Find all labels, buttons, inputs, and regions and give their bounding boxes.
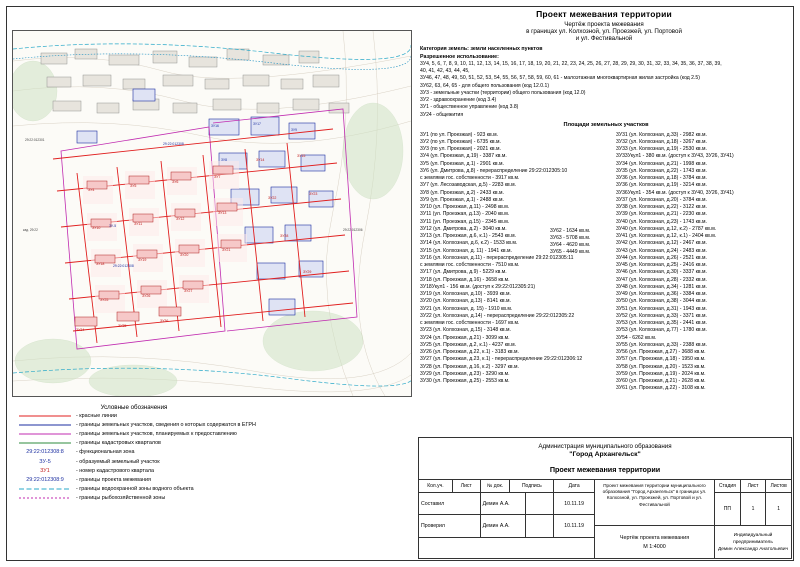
signature-row bbox=[419, 493, 594, 515]
permitted-use-line: 3У62, 63, 64, 65 - для общего пользования (код 12.0.1) bbox=[420, 82, 550, 89]
area-line: 3У44 (ул. Колхозная, д.26) - 2521 кв.м. bbox=[616, 254, 707, 261]
notes-block bbox=[420, 46, 792, 392]
areas-columns bbox=[420, 131, 792, 392]
area-line: 3У36 (ул. Колхозная, д.19) - 3214 кв.м. bbox=[616, 182, 707, 189]
area-line: 3У29 (ул. Проезжая, д.23) - 3290 кв.м. bbox=[420, 370, 510, 377]
area-line: 3У42 (ул. Колхозная, д.12) - 2467 кв.м. bbox=[616, 240, 707, 247]
sheet-subtitle-2: в границах ул. Колхозной, ул. Проезжей, ул. Портовой bbox=[526, 28, 682, 35]
svg-text:ЗУ4: ЗУ4 bbox=[88, 188, 95, 192]
area-line: 3У9 (ул. Проезжая, д.1) - 2488 кв.м. bbox=[420, 196, 504, 203]
svg-text:ЗУ29: ЗУ29 bbox=[303, 270, 312, 274]
stage-value: ПП bbox=[715, 493, 741, 525]
organization-line: Администрация муниципального образования bbox=[538, 443, 672, 450]
svg-text:29:22:012301: 29:22:012301 bbox=[25, 138, 45, 142]
svg-text:ЗУ11: ЗУ11 bbox=[134, 222, 143, 226]
legend-key-planned-line bbox=[14, 431, 76, 437]
area-line: 3У11 (ул. Проезжая, д.13) - 2040 кв.м. bbox=[420, 211, 510, 218]
sheet-title-row bbox=[595, 526, 791, 559]
area-line: 3У36Укул1 - 354 кв.м. (доступ к 3У40, 3У26, 3У41) bbox=[616, 189, 734, 196]
stage-cells bbox=[715, 480, 791, 525]
area-line: 3У47 (ул. Колхозная, д.28) - 2332 кв.м. bbox=[616, 276, 707, 283]
legend-item bbox=[14, 448, 414, 457]
svg-text:ЗУ22: ЗУ22 bbox=[268, 196, 277, 200]
title-block-right bbox=[595, 480, 791, 558]
legend-label: - номер кадастрового квартала bbox=[76, 467, 154, 474]
sheet-title: Проект межевания территории bbox=[536, 9, 672, 19]
document-title: Проект межевания территории bbox=[549, 465, 661, 474]
legend-item bbox=[14, 494, 414, 503]
area-line: 3У16 (ул. Колхозная, д.11) - перераспределение 29:22:012305:11 bbox=[420, 254, 574, 261]
area-line: 3У14 (ул. Колхозная, д.6, к.2) - 1533 кв.м. bbox=[420, 240, 518, 247]
area-line: 3У46 (ул. Колхозная, д.30) - 3337 кв.м. bbox=[616, 269, 707, 276]
sheets-value: 1 bbox=[777, 506, 781, 512]
area-line: 3У31 (ул. Колхозная, д.33) - 2982 кв.м. bbox=[616, 131, 707, 138]
area-line: 3У65 - 4449 кв.м. bbox=[550, 249, 591, 256]
permitted-use-list bbox=[420, 61, 792, 119]
organization-name: "Город Архангельск" bbox=[569, 451, 641, 458]
sheet-name: Чертёж проекта межевания bbox=[619, 535, 690, 542]
area-line: 3У53 (ул. Колхозная, д.35) - 2441 кв.м. bbox=[616, 320, 707, 327]
area-line: 3У64 - 4620 кв.м. bbox=[550, 242, 591, 249]
sheet-header bbox=[420, 9, 788, 42]
col-head-kol: Кол.уч. bbox=[419, 480, 453, 493]
svg-text:ЗУ26: ЗУ26 bbox=[142, 294, 151, 298]
svg-text:ЗУ9: ЗУ9 bbox=[291, 128, 298, 132]
area-line: 3У12 (ул. Дмитрова, д.2) - 3040 кв.м. bbox=[420, 225, 507, 232]
sheet-scale: М 1:4000 bbox=[643, 543, 666, 550]
stage-value-row bbox=[715, 493, 791, 525]
area-line: 3У10 (ул. Проезжая, д.11) - 2498 кв.м. bbox=[420, 204, 510, 211]
area-line: 3У58 (ул. Проезжая, д.20) - 1523 кв.м. bbox=[616, 363, 706, 370]
area-line: 3У39 (ул. Колхозная, д.21) - 2230 кв.м. bbox=[616, 211, 707, 218]
svg-text:ЗУ5: ЗУ5 bbox=[130, 184, 137, 188]
legend-item bbox=[14, 475, 414, 484]
legend-label: - границы кадастровых кварталов bbox=[76, 440, 161, 447]
permitted-use-line: 3У46, 47, 48, 49, 50, 51, 52, 53, 54, 55, 56, 57, 58, 59, 60, 61 - малоэтажная многоквартирная жилая застройка (код 2.5) bbox=[420, 75, 700, 82]
area-line: 3У62 - 1634 кв.м. bbox=[550, 227, 591, 234]
legend-item bbox=[14, 420, 414, 429]
legend-label: - границы земельных участков, планируемых к предоставлению bbox=[76, 430, 237, 437]
svg-text:ЗУ28: ЗУ28 bbox=[280, 234, 289, 238]
date-cell: 10.11.19 bbox=[554, 515, 594, 537]
area-line: с землями гос. собственности - 7510 кв.м. bbox=[420, 262, 520, 269]
title-block-body bbox=[419, 480, 791, 558]
svg-text:ЗУ19: ЗУ19 bbox=[138, 258, 147, 262]
area-line: 3У59 (ул. Проезжая, д.19) - 2024 кв.м. bbox=[616, 370, 706, 377]
area-line: 3У26 (ул. Проезжая, д.22, к.1) - 3183 кв.м. bbox=[420, 349, 519, 356]
permitted-use-line: 3У2 - здравоохранение (код 3.4) bbox=[420, 97, 497, 104]
author-cell bbox=[715, 526, 791, 559]
col-head-doc: № док. bbox=[481, 480, 511, 493]
col-head-list: Лист bbox=[453, 480, 481, 493]
area-line: 3У13 (ул. Проезжая, д.6, к.1) - 2543 кв.м. bbox=[420, 233, 517, 240]
area-line: 3У32 (ул. Колхозная, д.18) - 3267 кв.м. bbox=[616, 138, 707, 145]
area-line: 3У51 (ул. Колхозная, д.31) - 1943 кв.м. bbox=[616, 305, 707, 312]
role-cell: Проверил bbox=[419, 515, 481, 537]
svg-text:ЗУ21: ЗУ21 bbox=[222, 248, 231, 252]
legend-label: - границы водоохранной зоны водного объекта bbox=[76, 486, 194, 493]
area-line: 3У36 (ул. Колхозная, д.18) - 3784 кв.м. bbox=[616, 175, 707, 182]
legend-key-fish-zone bbox=[14, 495, 76, 501]
area-line: 3У45 (ул. Колхозная, д.25) - 2416 кв.м. bbox=[616, 262, 707, 269]
area-line: 3У17 (ул. Дмитрова, д.9) - 5229 кв.м. bbox=[420, 269, 507, 276]
svg-text:29:22:012308: 29:22:012308 bbox=[163, 142, 184, 146]
legend-title: Условные обозначения bbox=[100, 404, 168, 411]
area-line: 3У8 (ул. Проезжая, д.2) - 2433 кв.м. bbox=[420, 189, 504, 196]
area-line: 3У61 (ул. Проезжая, д.22) - 3108 кв.м. bbox=[616, 385, 706, 392]
area-line: 3У22 (ул. Колхозная, д.14) - перераспределение 29:22:012305:22 bbox=[420, 312, 575, 319]
signature-row bbox=[419, 515, 594, 537]
svg-text:ЗУ25: ЗУ25 bbox=[100, 298, 109, 302]
area-line: 3У24 (ул. Проезжая, д.21) - 3099 кв.м. bbox=[420, 334, 510, 341]
title-block bbox=[418, 437, 792, 559]
area-line: 3У33 (ул. Колхозная, д.19) - 2530 кв.м. bbox=[616, 146, 707, 153]
svg-text:ЗУ27: ЗУ27 bbox=[184, 289, 193, 293]
legend-label: - границы проекта межевания bbox=[76, 476, 151, 483]
svg-text:ЗУ16: ЗУ16 bbox=[211, 124, 219, 128]
permitted-use-line: 3У4, 5, 6, 7, 8, 9, 10, 11, 12, 13, 14, 15, 16, 17, 18, 19, 20, 21, 22, 23, 24, 25, 26, 27, 28, 29, 29, 30, 31, 32, 33, 34, 35, 36, 37, 38, 39, bbox=[420, 61, 722, 68]
area-line: 3У6 (ул. Дмитрова, д.8) - перераспределение 29:22:012305:10 bbox=[420, 167, 568, 174]
signature-table bbox=[419, 480, 595, 558]
svg-text:ЗУ7: ЗУ7 bbox=[214, 175, 221, 179]
area-line: 3У49 (ул. Колхозная, д.36) - 3384 кв.м. bbox=[616, 291, 707, 298]
name-cell: Демин А.А. bbox=[481, 515, 527, 537]
area-line: 3У57 (ул. Проезжая, д.18) - 1950 кв.м. bbox=[616, 356, 706, 363]
stage-head: Стадия bbox=[715, 480, 741, 493]
signature-table-head bbox=[419, 480, 594, 493]
area-line: 3У25 (ул. Проезжая, д.2, к.1) - 4237 кв.м. bbox=[420, 341, 517, 348]
area-line: 3У19 (ул. Колхозная, д.10) - 3939 кв.м. bbox=[420, 291, 511, 298]
area-line: 3У11 (ул. Проезжая, д.15) - 2345 кв.м. bbox=[420, 218, 510, 225]
area-line: 3У48 (ул. Колхозная, д.34) - 1281 кв.м. bbox=[616, 283, 707, 290]
area-line: 3У52 (ул. Колхозная, д.33) - 3371 кв.м. bbox=[616, 312, 707, 319]
legend-key-red-line bbox=[14, 413, 76, 419]
legend-item bbox=[14, 466, 414, 475]
area-line: 3У40 (ул. Колхозная, д.23) - 1743 кв.м. bbox=[616, 218, 707, 225]
legend-item bbox=[14, 439, 414, 448]
permitted-use-line: 3У1 - общественное управление (код 3.8) bbox=[420, 104, 519, 111]
area-line: с землями гос. собственности - 3917 кв.м. bbox=[420, 175, 520, 182]
area-line: 3У50 (ул. Колхозная, д.38) - 3044 кв.м. bbox=[616, 298, 707, 305]
area-line: 3У34 (ул. Колхозная, д.21) - 1998 кв.м. bbox=[616, 160, 707, 167]
author-line-2: Демин Александр Анатольевич bbox=[717, 547, 789, 553]
svg-text:ЗУ23: ЗУ23 bbox=[309, 192, 318, 196]
area-line: 3У18Укул1 - 156 кв.м. (доступ к 29:22:012305:21) bbox=[420, 283, 536, 290]
sheet-head: Лист bbox=[741, 480, 767, 493]
svg-text:ЗУ20: ЗУ20 bbox=[180, 253, 189, 257]
svg-text:ЗУ8: ЗУ8 bbox=[221, 158, 228, 162]
area-line: 3У27 (ул. Проезжая, д.23, к.1) - перераспределение 29:22:012306:12 bbox=[420, 356, 583, 363]
svg-text:кад. 29:22: кад. 29:22 bbox=[23, 228, 38, 232]
project-description: Проект межевания территории муниципального образования "Город Архангельск" в границах ул. Колхозной, ул. Проезжей, ул. Портовой и ул. Фестивальной bbox=[595, 480, 715, 525]
legend-label: - границы земельных участков, сведения о которых содержатся в ЕГРН bbox=[76, 421, 256, 428]
legend-code: 3У1 bbox=[40, 467, 50, 474]
legend-item bbox=[14, 411, 414, 420]
legend-code: 29:22:012308:8 bbox=[26, 449, 64, 456]
legend-key-quarter-line bbox=[14, 440, 76, 446]
stage-head-row bbox=[715, 480, 791, 493]
legend-key-quarter-code bbox=[14, 468, 76, 474]
areas-column-2 bbox=[550, 132, 612, 257]
svg-text:ЗУ34: ЗУ34 bbox=[76, 328, 85, 332]
role-cell: Составил bbox=[419, 493, 481, 515]
legend-label: - границы рыбохозяйственной зоны bbox=[76, 495, 166, 502]
permitted-use-title: Разрешенное использование: bbox=[420, 53, 499, 60]
sheet-subtitle-3: и ул. Фестивальной bbox=[575, 35, 633, 42]
permitted-use-line: 40, 41, 42, 43, 44, 45, bbox=[420, 68, 470, 75]
svg-text:ЗУ15: ЗУ15 bbox=[297, 154, 306, 158]
sign-cell bbox=[526, 493, 554, 515]
legend-key-zone-code bbox=[14, 449, 76, 455]
area-line: 3У23 (ул. Колхозная, д.15) - 3148 кв.м. bbox=[420, 327, 511, 334]
cadastral-map[interactable] bbox=[12, 30, 412, 397]
areas-title: Площади земельных участков bbox=[563, 121, 649, 128]
area-line: 3У4 (ул. Проезжая, д.19) - 3387 кв.м. bbox=[420, 153, 507, 160]
project-description-row bbox=[595, 480, 791, 526]
area-line: 3У33Укул1 - 380 кв.м. (доступ к 3У43, 3У26, 3У41) bbox=[616, 153, 734, 160]
legend-key-egrn-line bbox=[14, 422, 76, 428]
area-line: 3У15 (ул. Колхозная, д. 11) - 1941 кв.м. bbox=[420, 247, 512, 254]
svg-text:ЗУ14: ЗУ14 bbox=[256, 158, 265, 162]
svg-text:29:22:012306: 29:22:012306 bbox=[343, 228, 363, 232]
area-line: 3У55 (ул. Колхозная, д.33) - 2388 кв.м. bbox=[616, 341, 707, 348]
area-line: 3У63 - 5708 кв.м. bbox=[550, 234, 591, 241]
area-line: 3У1 (по ул. Проезжая) - 923 кв.м. bbox=[420, 131, 499, 138]
area-line: 3У43 (ул. Колхозная, д.24) - 2483 кв.м. bbox=[616, 247, 707, 254]
area-line: 3У37 (ул. Колхозная, д.20) - 3784 кв.м. bbox=[616, 196, 707, 203]
area-line: 3У18 (ул. Проезжая, д.16) - 3658 кв.м. bbox=[420, 276, 510, 283]
legend-item bbox=[14, 429, 414, 438]
area-line: 3У60 (ул. Проезжая, д.21) - 2628 кв.м. bbox=[616, 378, 706, 385]
legend-key-water-zone bbox=[14, 486, 76, 492]
legend-code: ЗУ-5 bbox=[39, 458, 51, 465]
area-line: 3У30 (ул. Проезжая, д.25) - 2553 кв.м. bbox=[420, 378, 510, 385]
area-line: 3У35 (ул. Колхозная, д.22) - 1743 кв.м. bbox=[616, 167, 707, 174]
legend-label: - образуемый земельный участок bbox=[76, 458, 160, 465]
area-line: 3У53 (ул. Колхозная, д.77) - 1780 кв.м. bbox=[616, 327, 707, 334]
col-head-date: Дата bbox=[554, 480, 594, 493]
area-line: с землями гос. собственности - 1697 кв.м. bbox=[420, 320, 520, 327]
author-line-1: Индивидуальный предприниматель bbox=[733, 532, 773, 545]
sheet-value: 1 bbox=[741, 493, 767, 525]
svg-text:ЗУ17: ЗУ17 bbox=[253, 122, 261, 126]
sheets-head: Листов bbox=[766, 480, 791, 493]
permitted-use-line: 3У24 - общежития bbox=[420, 111, 464, 118]
svg-text:ЗУ12: ЗУ12 bbox=[176, 217, 185, 221]
legend-key-survey-border bbox=[14, 477, 76, 483]
title-block-header bbox=[419, 438, 791, 480]
area-line: 3У28 (ул. Проезжая, д.16, к.2) - 3297 кв.м. bbox=[420, 363, 519, 370]
legend-key-parcel-code bbox=[14, 459, 76, 465]
sheet-name-cell bbox=[595, 526, 715, 559]
areas-column-3 bbox=[616, 132, 792, 393]
permitted-use-line: 3У3 - земельные участки (территории) общего пользования (код 12.0) bbox=[420, 89, 586, 96]
svg-text:ЗУ35: ЗУ35 bbox=[118, 324, 127, 328]
svg-text:ЗУ36: ЗУ36 bbox=[160, 319, 169, 323]
svg-text:ЗУ6: ЗУ6 bbox=[172, 180, 179, 184]
area-line: 3У2 (по ул. Проезжая) - 6735 кв.м. bbox=[420, 138, 501, 145]
area-line: 3У56 (ул. Проезжая, д.27) - 3688 кв.м. bbox=[616, 349, 706, 356]
legend-code: 29:22:012308:9 bbox=[26, 476, 64, 483]
name-cell: Демин А.А. bbox=[481, 493, 527, 515]
area-line: 3У3 (по ул. Проезжая) - 2021 кв.м. bbox=[420, 146, 501, 153]
sign-cell bbox=[526, 515, 554, 537]
area-line: 3У41 (ул. Колхозная, д.12, к.1) - 2404 кв.м. bbox=[616, 233, 717, 240]
legend bbox=[14, 404, 414, 524]
col-head-sign: Подпись bbox=[510, 480, 554, 493]
area-line: 3У5 (ул. Проезжая, д.1) - 2901 кв.м. bbox=[420, 160, 504, 167]
legend-item bbox=[14, 457, 414, 466]
svg-text:29:22:012308: 29:22:012308 bbox=[113, 264, 134, 268]
legend-item bbox=[14, 485, 414, 494]
date-cell: 10.11.19 bbox=[554, 493, 594, 515]
area-line: 3У40 (ул. Колхозная, д.12, к.2) - 2787 кв.м. bbox=[616, 225, 717, 232]
sheet-subtitle-1: Чертёж проекта межевания bbox=[564, 21, 644, 28]
area-line: 3У38 (ул. Колхозная, д.22) - 3122 кв.м. bbox=[616, 204, 707, 211]
svg-text:ЗУ10: ЗУ10 bbox=[92, 226, 101, 230]
area-line: 3У20 (ул. Колхозная, д.13) - 8141 кв.м. bbox=[420, 298, 511, 305]
area-line: 3У7 (ул. Лесозаводская, д.5) - 2283 кв.м. bbox=[420, 182, 517, 189]
svg-text:ЗУ-5: ЗУ-5 bbox=[109, 224, 117, 228]
category-title: Категория земель: земли населенных пунктов bbox=[420, 46, 543, 52]
legend-label: - функциональная зона bbox=[76, 449, 135, 456]
area-line: 3У54 - 6262 кв.м. bbox=[616, 334, 657, 341]
svg-text:ЗУ13: ЗУ13 bbox=[218, 211, 227, 215]
legend-label: - красные линии bbox=[76, 412, 117, 419]
map-drawing bbox=[13, 31, 411, 396]
area-line: 3У21 (ул. Колхозная, д. 15) - 1910 кв.м. bbox=[420, 305, 513, 312]
svg-text:ЗУ18: ЗУ18 bbox=[96, 262, 105, 266]
